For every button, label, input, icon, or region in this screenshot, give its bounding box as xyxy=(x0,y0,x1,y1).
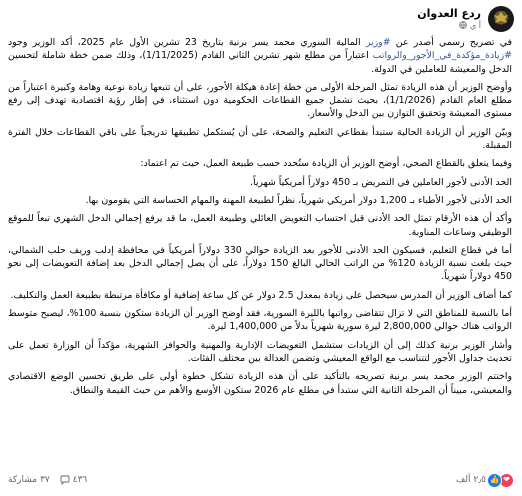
love-icon: ❤ xyxy=(499,473,514,488)
eagle-logo-icon xyxy=(491,9,511,29)
shares-label: مشاركة xyxy=(8,475,38,485)
paragraph-3: وبيّن الوزير أن الزيادة الحالية ستبدأ بقطاعي التعليم والصحة، على أن يُستكمل تطبيقها تدريجياً على باقي القطاعات خلال الفترة المقبلة. xyxy=(8,126,512,152)
hashtag-minister[interactable]: #وزير xyxy=(365,37,391,48)
reactions-summary[interactable] xyxy=(456,473,514,488)
page-name[interactable]: ردع العدوان xyxy=(417,7,481,21)
post-time[interactable]: أ ي xyxy=(469,20,481,30)
reaction-icons xyxy=(490,473,514,488)
p1-text-a: في تصريح رسمي أصدر عن xyxy=(390,37,512,48)
paragraph-11: وأشار الوزير برنية كذلك إلى أن الزيادات ستشمل التعويضات الإدارية والمهنية والحوافز الشهرية، مؤكداً أن الوزارة تعمل على تحديث جداول الأجور لتتناسب مع الواقع المعيشي وتضمن العدالة بين مختلف الفئات. xyxy=(8,339,512,364)
paragraph-6: الحد الأدنى لأجور الأطباء بـ 1,200 دولار أمريكي شهرياً، نظراً لطبيعة المهنة والمهام الحساسة التي يقومون بها. xyxy=(85,194,512,206)
paragraph-4: وفيما يتعلق بالقطاع الصحي، أوضح الوزير أن الزيادة ستُحدد حسب طبيعة العمل، حيث تم اعتماد: xyxy=(140,158,512,170)
post-body xyxy=(8,36,514,397)
comments-stat[interactable] xyxy=(60,475,88,485)
reactions-count: ٢٫٥ ألف xyxy=(455,475,486,485)
paragraph-9: كما أضاف الوزير أن المدرس سيحصل على زيادة بمعدل 2.5 دولار عن كل ساعة إضافية أو مكافأة مرتبطة بطبيعة العمل والتكليف. xyxy=(10,289,512,301)
page-meta xyxy=(417,8,481,30)
p1-text-c: اعتباراً من مطلع شهر تشرين الثاني القادم (1/11/2025)، وذلك ضمن خطة شاملة لتحسين الدخل والمعيشة للعاملين في الدولة. xyxy=(8,50,512,75)
shares-stat[interactable] xyxy=(8,475,50,485)
comment-icon xyxy=(60,475,70,485)
paragraph-12: واختتم الوزير محمد يسر برنية تصريحه بالتأكيد على أن هذه الزيادة تشكل خطوة أولى على طريق تحسين الوضع الاقتصادي والمعيشي، مبيناً أن المرحلة الثانية التي ستبدأ في مطلع عام 2026 ستكون الأوسع والأهم من حيث القيمة والنطاق. xyxy=(8,371,512,396)
paragraph-2: وأوضح الوزير أن هذه الزيادة تمثل المرحلة الأولى من خطة إعادة هيكلة الأجور، على أن تتبعها زيادة نوعية وهامة وكبيرة اعتباراً من مطلع العام القادم (1/1/2026)، بحيث تشمل جميع القطاعات الحكومية دون استثناء، في إطار رؤية اقتصادية تهدف إلى رفع مستوى المعيشة وتحقيق التوازن بين الدخل والأسعار. xyxy=(8,81,512,120)
paragraph-8: أما في قطاع التعليم، فسيكون الحد الأدنى للأجور بعد الزيادة حوالي 330 دولاراً أمريكياً في محافظة إدلب وريف حلب الشمالي، حيث بلغت نسبة الزيادة 120% من الراتب الحالي البالغ 150 دولاراً، على أن يصل إجمالي الدخل بعد إضافة التعويضات إلى نحو 450 دولاراً شهرياً. xyxy=(8,244,512,283)
comments-count: ٤٣٦ xyxy=(72,475,88,485)
post-meta xyxy=(417,21,481,30)
page-avatar[interactable] xyxy=(488,6,514,32)
paragraph-7: وأكد أن هذه الأرقام تمثل الحد الأدنى قبل احتساب التعويض العائلي وطبيعة العمل، ما قد يرفع إجمالي الدخل الشهري تبعاً للموقع الوظيفي وساعات المناوبة. xyxy=(8,213,512,238)
like-icon: 👍 xyxy=(487,473,502,488)
post-header xyxy=(8,2,514,36)
paragraph-10: أما بالنسبة للمناطق التي لا تزال تتقاضى رواتبها بالليرة السورية، فقد أوضح الوزير أن الزيادة ستكون بنسبة 100%، ليصبح متوسط الرواتب هناك حوالي 2,800,000 ليرة سورية شهرياً بدلاً من 1,400,000 ليرة. xyxy=(8,308,512,333)
hashtag-salary-increase[interactable]: #زيادة_مؤكدة_في_الأجور_والرواتب xyxy=(372,50,512,62)
paragraph-5: الحد الأدنى لأجور العاملين في التمريض بـ 450 دولاراً أمريكياً شهرياً. xyxy=(249,176,512,188)
p1-text-b: المالية السوري محمد يسر برنية بتاريخ 23 تشرين الأول عام 2025، أكد الوزير وجود xyxy=(8,37,366,48)
post-footer xyxy=(8,472,514,488)
shares-count: ٣٧ xyxy=(40,475,50,485)
paragraph-1 xyxy=(8,36,512,76)
post-stats xyxy=(8,475,87,485)
globe-icon xyxy=(459,21,467,29)
